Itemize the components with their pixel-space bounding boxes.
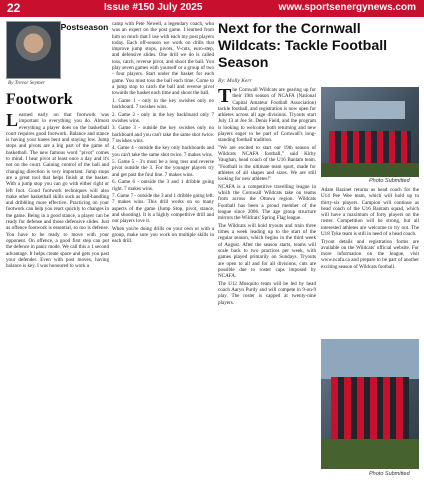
footwork-article xyxy=(6,21,109,480)
article-column-b xyxy=(321,187,419,271)
wildcats-article xyxy=(218,21,420,480)
drill-item: 6. Game 6 - outside the 3 and 1 dribble going right. 7 makes wins. xyxy=(112,179,214,192)
page-number: 22 xyxy=(7,1,21,15)
drill-item: 7. Game 7 - outside the 3 and 1 dribble going left. 7 makes wins. This drill works on so many aspects of the game (Jump Stop, pivot, stance, and shooting). It is a highly competitive drill and our players love it. xyxy=(112,193,214,225)
drill-item: 2. Game 2 - only in the key backboard only 7 swishes wins. xyxy=(112,111,214,124)
site-url[interactable]: www.sportsenergynews.com xyxy=(278,2,416,13)
body-paragraph: camp with Pete Newell, a legendary coach, who was an expert on the post game. I learned from him so much that I use with each my post players today. Each off-season we work on drills that improve jump stops, pivots, V-cuts, euro-step, and defensive slides. One drill we do is called toss, catch, reverse pivot, and shoot the ball. You play seven games with yourself or a group of two - four players. Start under the basket for each game. You must toss the ball each time. Come to a jump stop to catch the ball and reverse pivot towards the basket each time and shoot the ball. xyxy=(112,21,214,97)
article-column-a xyxy=(218,87,316,480)
column-kicker: Postseason xyxy=(60,22,109,32)
body-paragraph: "We are excited to start our 19th season of Wildcats NCAFA football," said Kirby Vaughan, head coach of the U16 Bantam team. "Football is the ultimate team sport, made for athletes of all shapes and sizes. We are still looking for new athletes!" xyxy=(218,144,316,183)
photo-caption: Photo Submitted xyxy=(369,178,410,184)
issue-label: Issue #150 July 2025 xyxy=(104,2,203,13)
article-byline: By: Molly Kerr xyxy=(218,78,252,84)
team-photo-1 xyxy=(321,87,419,177)
article-body xyxy=(6,112,109,271)
body-paragraph: The Wildcats will hold tryouts and train three times a week leading up to the start of the regular season, which begins in the third week of August. After the season starts, teams will scale back to two practices per week, with games played primarily on Sundays. Tryouts are open to all and for all divisions, cuts are possible due to roster caps imposed by NCAFA. xyxy=(218,222,316,280)
drill-item: 4. Game 4 - outside the key only backboards and you can't take the same shot twice. 7 makes wins. xyxy=(112,145,214,158)
author-photo xyxy=(6,21,61,79)
drill-item: 3. Game 3 - outside the key swishes only no backboard and you can't take the same shot twice. 7 swishes wins. xyxy=(112,125,214,144)
body-paragraph: Tryout details and registration forms are available on the Wildcats' official website. For more information on the league, visit www.ncafa.ca and prepare to be part of another exciting season of Wildcats football. xyxy=(321,238,419,270)
photo-caption: Photo Submitted xyxy=(369,471,410,477)
team-photo-2 xyxy=(321,339,419,469)
drop-cap: T xyxy=(218,87,232,107)
body-paragraph: The U12 Mosquito team will be led by head coach Aaryn Purdy and will compete in 9-on-9 play. The roster is capped at twenty-nine players. xyxy=(218,280,316,306)
page-header xyxy=(0,0,424,17)
body-paragraph: The Cornwall Wildcats are gearing up for their 19th season of NCAFA (National Capital Amateur Football Association) tackle football, and registration is now open for athletes across all age divisions. Tryouts start July 13 at Joe St. Denis Field, and the program is looking to welcome both returning and new players eager to be part of Cornwall's long-standing football tradition. xyxy=(218,87,316,144)
drill-item: 1. Game 1 - only in the key swishes only no backboard. 7 swishes wins. xyxy=(112,97,214,111)
footwork-continued-column xyxy=(112,21,214,480)
drill-item: 5. Game 5 - 3's must be a long toss and reverse pivot outside the 3. For the younger players try and get past the foul line. 7 makes wins. xyxy=(112,159,214,178)
drop-cap: L xyxy=(6,110,19,130)
article-title: Footwork xyxy=(6,91,73,108)
body-paragraph: When you're doing drills on your own or with a group, make sure you work on multiple skills in each drill. xyxy=(112,225,214,245)
author-byline: By Trevor Seymer xyxy=(8,80,45,86)
body-paragraph: NCAFA is a competitive travelling league in which the Cornwall Wildcats take on teams from across the Ottawa region. Wildcats Football has been a proud member of the league since 2006. The age group structure mirrors the Wildcats' Spring Flag league. xyxy=(218,183,316,222)
body-paragraph: Learned early on that footwork was important in everything you do. Almost everything a player does on the basketball court requires good footwork. Balance and stance is having your knees bent and staying low. Jump stops and pivots are a big part of the game of basketball. The new famous word "pivot" comes to mind. I hear pivot at least once a day and it's not on the court. Gaining control of the ball and changing direction is very important. Jump stops are a great tool that helps finish at the basket. With a jump stop you can go with either right or left foot. Good footwork techniques will also make other basketball skills such as ball-handling and dribbling more effective. Practicing on your footwork can help you react quickly to changes in the game. Being in a good stance, a player can be ready for defense and those defensive slides. Just as offence footwork is essential, so too is defense. You have to be ready to move with your opponent. On offence, a good first step can put the defence in panic mode. We call this a 1 second advantage. It helps create space and gets you past your defender. Even with post moves, having balance is key. I was honoured to work a xyxy=(6,110,109,270)
body-paragraph: Adam Bazinet returns as head coach for the U14 Pee Wee team, which will hold up to thirty-six players. Campion will continue as head coach of the U16 Bantam squad, which will have a maximum of forty players on the roster. Competition will be strong, but all interested athletes are welcome to try out. The U18 Tyke team is still in need of a head coach. xyxy=(321,187,419,238)
article-headline: Next for the Cornwall Wildcats: Tackle Football Season xyxy=(218,21,388,71)
